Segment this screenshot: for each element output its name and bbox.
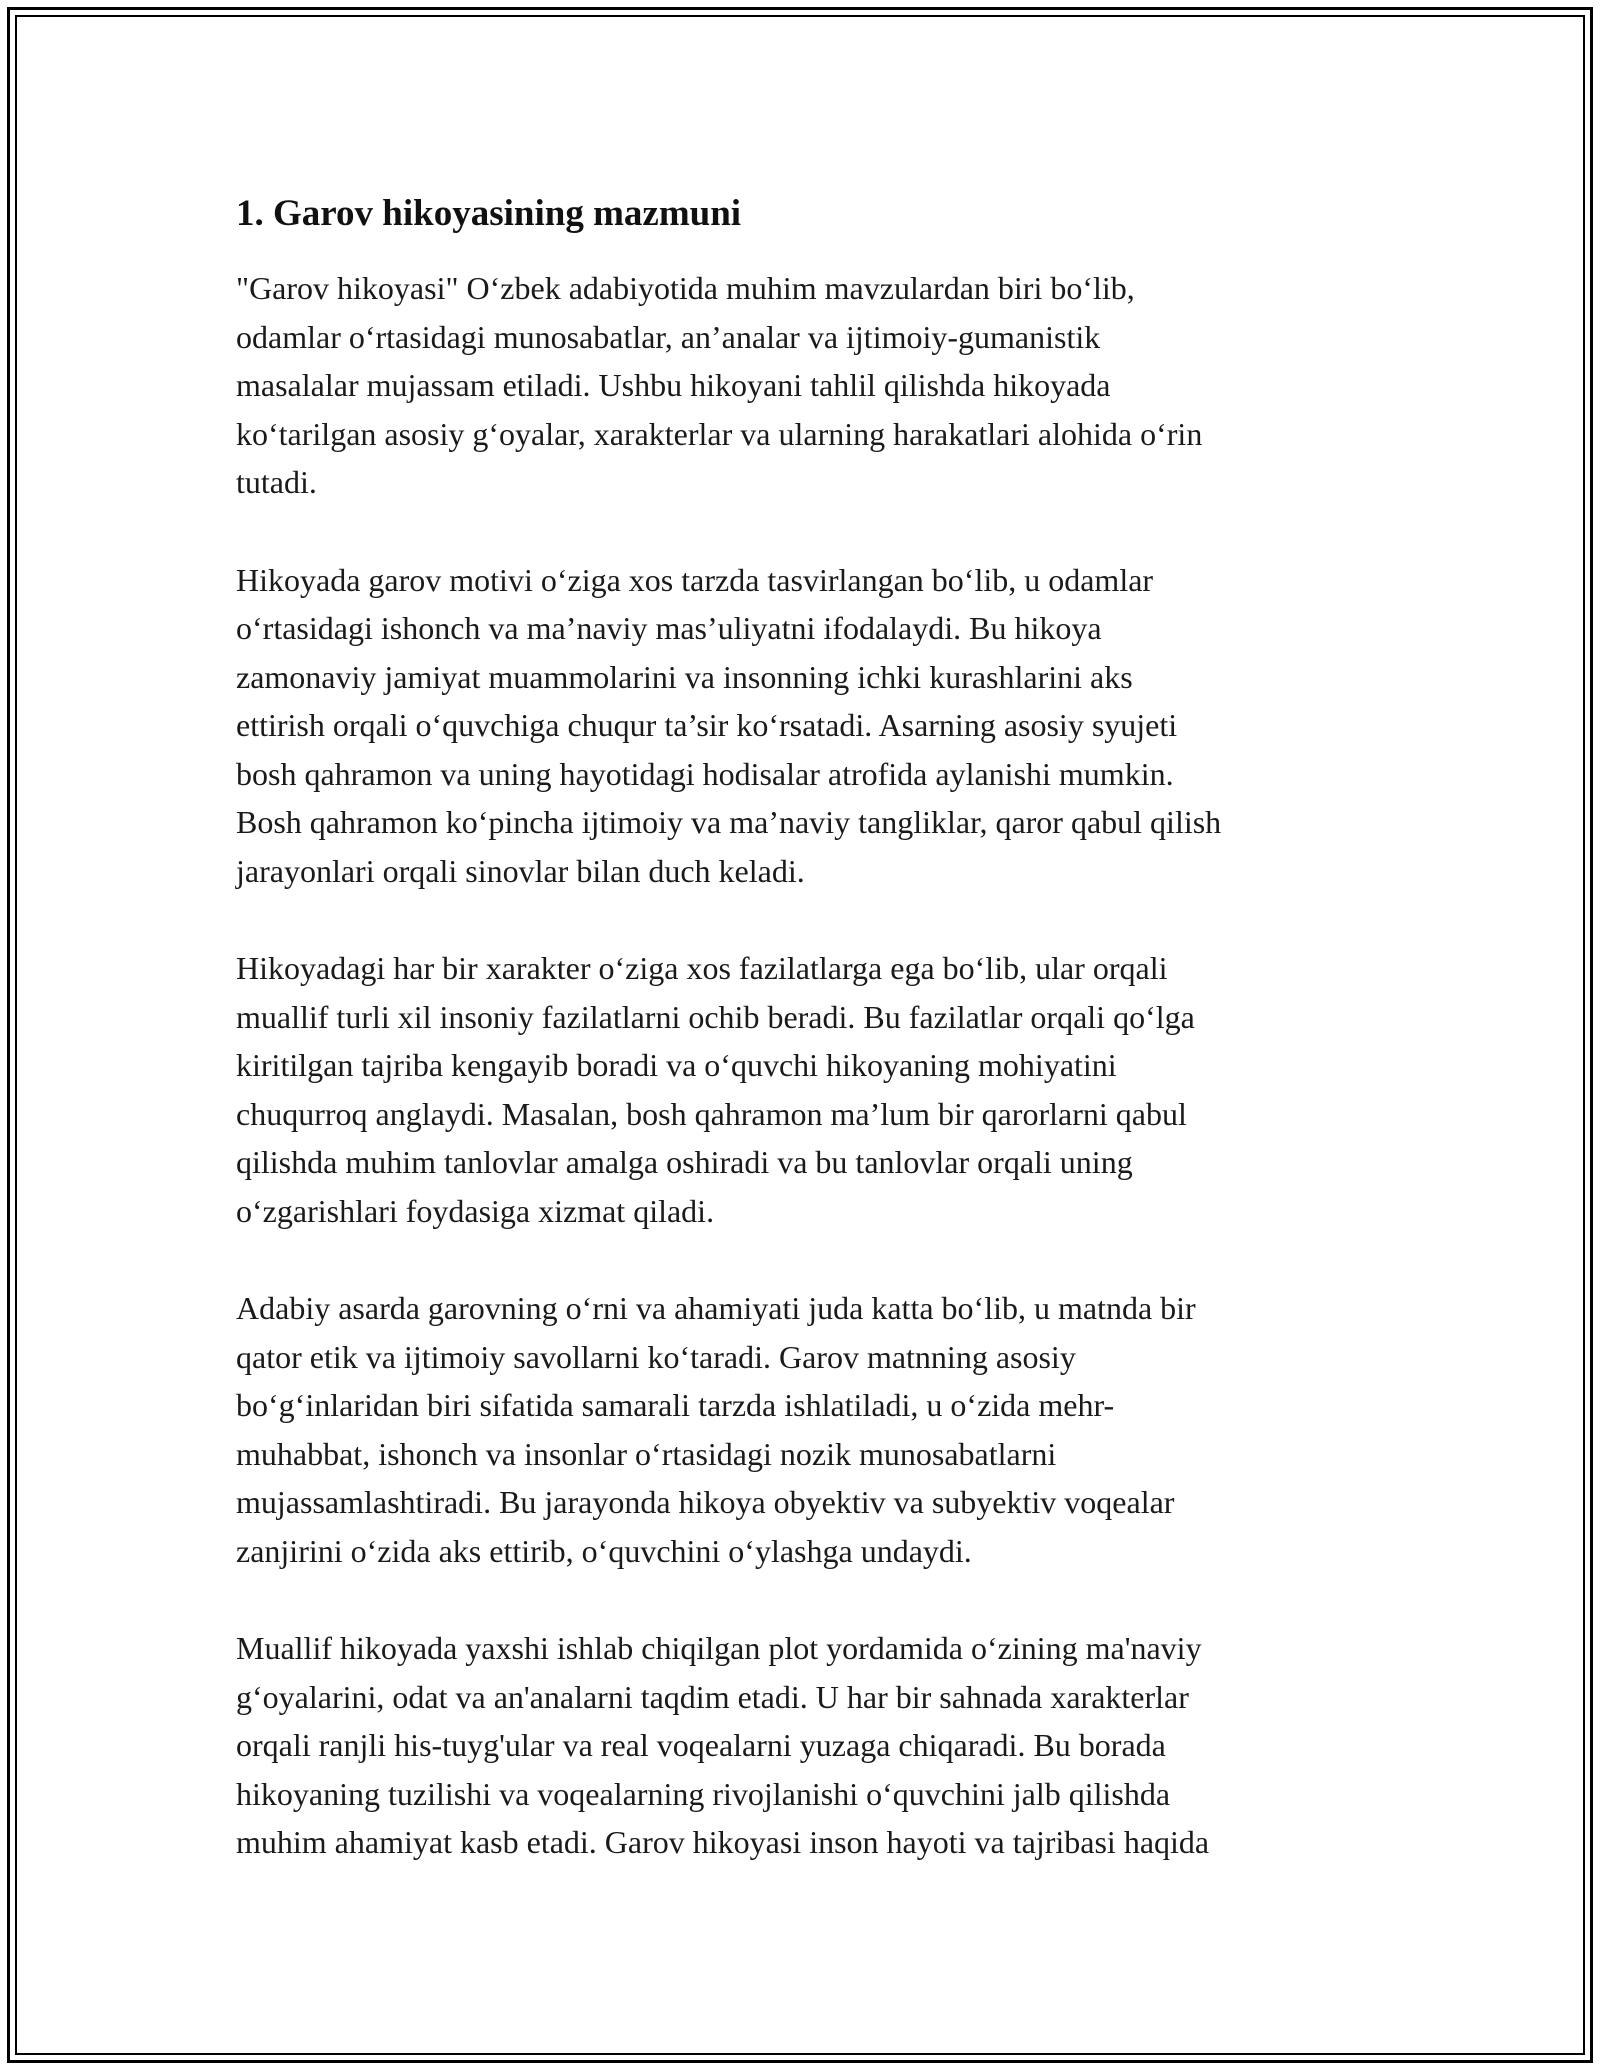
- text-line: kiritilgan tajriba kengayib boradi va o‘quvchi hikoyaning mohiyatini: [236, 1047, 1117, 1083]
- text-line: chuqurroq anglaydi. Masalan, bosh qahramon ma’lum bir qarorlarni qabul: [236, 1095, 1187, 1132]
- paragraphs-container: [236, 264, 1386, 1867]
- text-line: zanjirini o‘zida aks ettirib, o‘quvchini o‘ylashga undaydi.: [236, 1532, 972, 1569]
- text-line: qator etik va ijtimoiy savollarni ko‘taradi. Garov matnning asosiy: [236, 1338, 1076, 1375]
- text-line: jarayonlari orqali sinovlar bilan duch keladi.: [236, 852, 805, 889]
- text-line: muallif turli xil insoniy fazilatlarni ochib beradi. Bu fazilatlar orqali qo‘lga: [236, 998, 1195, 1035]
- paragraph-3: [236, 944, 1386, 1235]
- paragraph-1: [236, 264, 1386, 507]
- text-line: bosh qahramon va uning hayotidagi hodisalar atrofida aylanishi mumkin.: [236, 755, 1174, 792]
- text-line: orqali ranjli his-tuyg'ular va real voqealarni yuzaga chiqaradi. Bu borada: [236, 1727, 1166, 1763]
- section-heading: 1. Garov hikoyasining mazmuni: [236, 193, 742, 234]
- document-body: [236, 186, 1386, 1867]
- text-line: Bosh qahramon ko‘pincha ijtimoiy va ma’naviy tangliklar, qaror qabul qilish: [236, 804, 1222, 840]
- text-line: muhabbat, ishonch va insonlar o‘rtasidagi nozik munosabatlarni: [236, 1435, 1057, 1472]
- paragraph-2: [236, 556, 1386, 896]
- text-line: o‘zgarishlari foydasiga xizmat qiladi.: [236, 1192, 715, 1229]
- text-line: Adabiy asarda garovning o‘rni va ahamiyati juda katta bo‘lib, u matnda bir: [236, 1290, 1196, 1326]
- text-line: mujassamlashtiradi. Bu jarayonda hikoya obyektiv va subyektiv voqealar: [236, 1484, 1175, 1520]
- text-line: bo‘g‘inlaridan biri sifatida samarali tarzda ishlatiladi, u o‘zida mehr-: [236, 1387, 1115, 1423]
- text-line: Hikoyadagi har bir xarakter o‘ziga xos fazilatlarga ega bo‘lib, ular orqali: [236, 950, 1168, 986]
- text-line: masalalar mujassam etiladi. Ushbu hikoyani tahlil qilishda hikoyada: [236, 367, 1111, 403]
- text-line: o‘rtasidagi ishonch va ma’naviy mas’uliyatni ifodalaydi. Bu hikoya: [236, 610, 1102, 646]
- text-line: g‘oyalarini, odat va an'analarni taqdim etadi. U har bir sahnada xarakterlar: [236, 1678, 1189, 1715]
- text-line: "Garov hikoyasi" O‘zbek adabiyotida muhim mavzulardan biri bo‘lib,: [236, 270, 1135, 306]
- text-line: tutadi.: [236, 464, 317, 500]
- text-line: Muallif hikoyada yaxshi ishlab chiqilgan plot yordamida o‘zining ma'naviy: [236, 1630, 1202, 1666]
- paragraph-5: [236, 1624, 1386, 1867]
- text-line: hikoyaning tuzilishi va voqealarning rivojlanishi o‘quvchini jalb qilishda: [236, 1775, 1171, 1812]
- text-line: Hikoyada garov motivi o‘ziga xos tarzda tasvirlangan bo‘lib, u odamlar: [236, 561, 1154, 598]
- text-line: odamlar o‘rtasidagi munosabatlar, an’analar va ijtimoiy-gumanistik: [236, 318, 1101, 355]
- text-line: qilishda muhim tanlovlar amalga oshiradi va bu tanlovlar orqali uning: [236, 1144, 1133, 1180]
- text-line: ettirish orqali o‘quvchiga chuqur ta’sir ko‘rsatadi. Asarning asosiy syujeti: [236, 707, 1178, 743]
- text-line: zamonaviy jamiyat muammolarini va insonning ichki kurashlarini aks: [236, 658, 1133, 695]
- text-line: muhim ahamiyat kasb etadi. Garov hikoyasi inson hayoti va tajribasi haqida: [236, 1824, 1210, 1860]
- text-line: ko‘tarilgan asosiy g‘oyalar, xarakterlar va ularning harakatlari alohida o‘rin: [236, 415, 1203, 452]
- paragraph-4: [236, 1284, 1386, 1575]
